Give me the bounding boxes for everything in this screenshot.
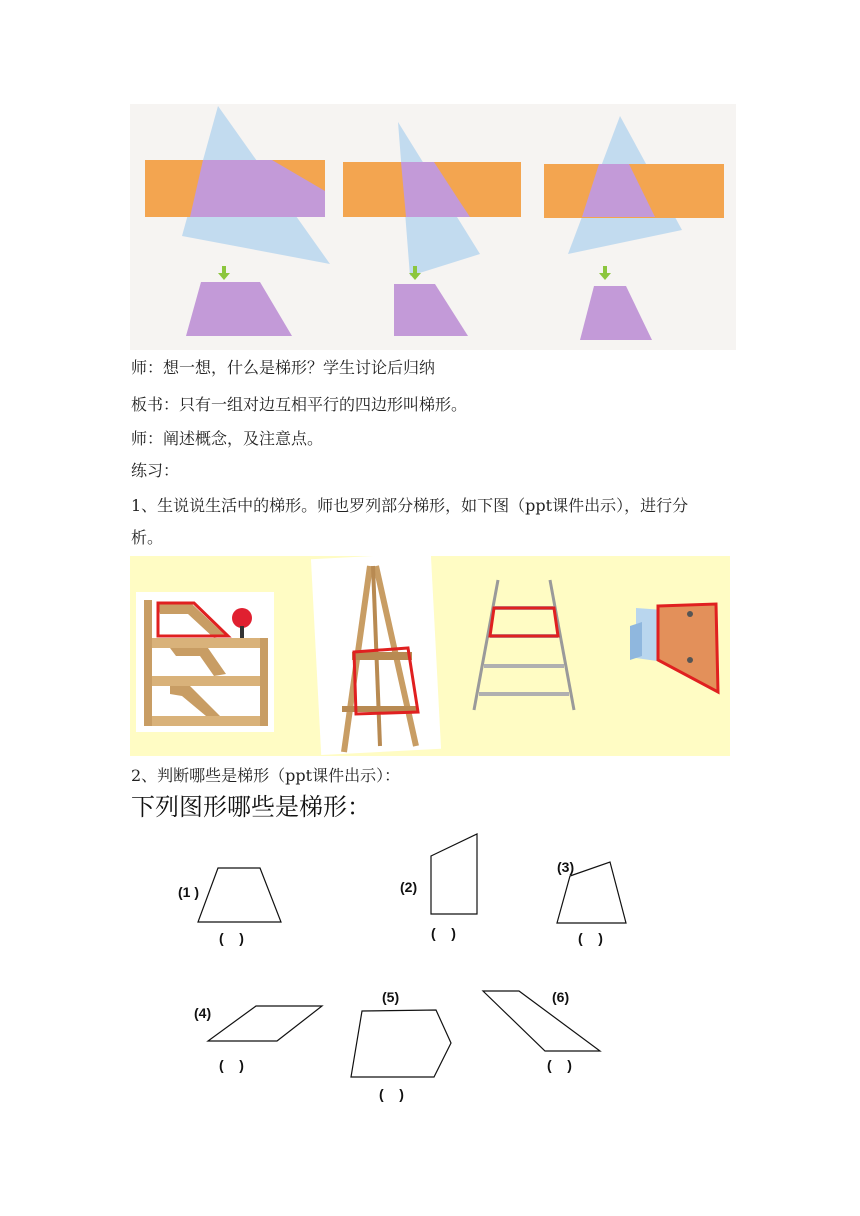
shape-6-trapezoid (483, 991, 600, 1051)
shape-6-answer-blank[interactable]: ( ) (547, 1057, 572, 1073)
teacher-explanation: 师：阐述概念，及注意点。 (131, 429, 324, 448)
shape-1-answer-blank[interactable]: ( ) (219, 930, 244, 946)
shape-4-answer-blank[interactable]: ( ) (219, 1057, 244, 1073)
exercise-1-text: 1、生说说生活中的梯形。师也罗列部分梯形，如下图（ppt课件出示），进行分 (131, 496, 689, 515)
exercise-title: 练习： (131, 461, 180, 480)
exercise-1-text-cont: 析。 (131, 528, 164, 547)
shape-1-trapezoid (198, 868, 281, 922)
shape-2-trapezoid (431, 834, 477, 914)
board-definition: 板书：只有一组对边互相平行的四边形叫梯形。 (131, 395, 468, 414)
shape-4-parallelogram (208, 1006, 322, 1041)
shape-3-label: (3) (557, 859, 575, 875)
exercise-heading: 下列图形哪些是梯形： (131, 793, 371, 821)
shape-1-label: (1 ) (178, 884, 199, 900)
shape-3-answer-blank[interactable]: ( ) (578, 930, 603, 946)
shape-6-label: (6) (552, 989, 570, 1005)
shape-5-answer-blank[interactable]: ( ) (379, 1086, 404, 1102)
teacher-question: 师：想一想，什么是梯形？学生讨论后归纳 (131, 358, 436, 377)
shape-4-label: (4) (194, 1005, 212, 1021)
shape-2-answer-blank[interactable]: ( ) (431, 925, 456, 941)
shape-5-pentagon (351, 1010, 451, 1077)
shape-2-label: (2) (400, 879, 418, 895)
shape-5-label: (5) (382, 989, 400, 1005)
exercise-2-text: 2、判断哪些是梯形（ppt课件出示）： (131, 766, 401, 785)
